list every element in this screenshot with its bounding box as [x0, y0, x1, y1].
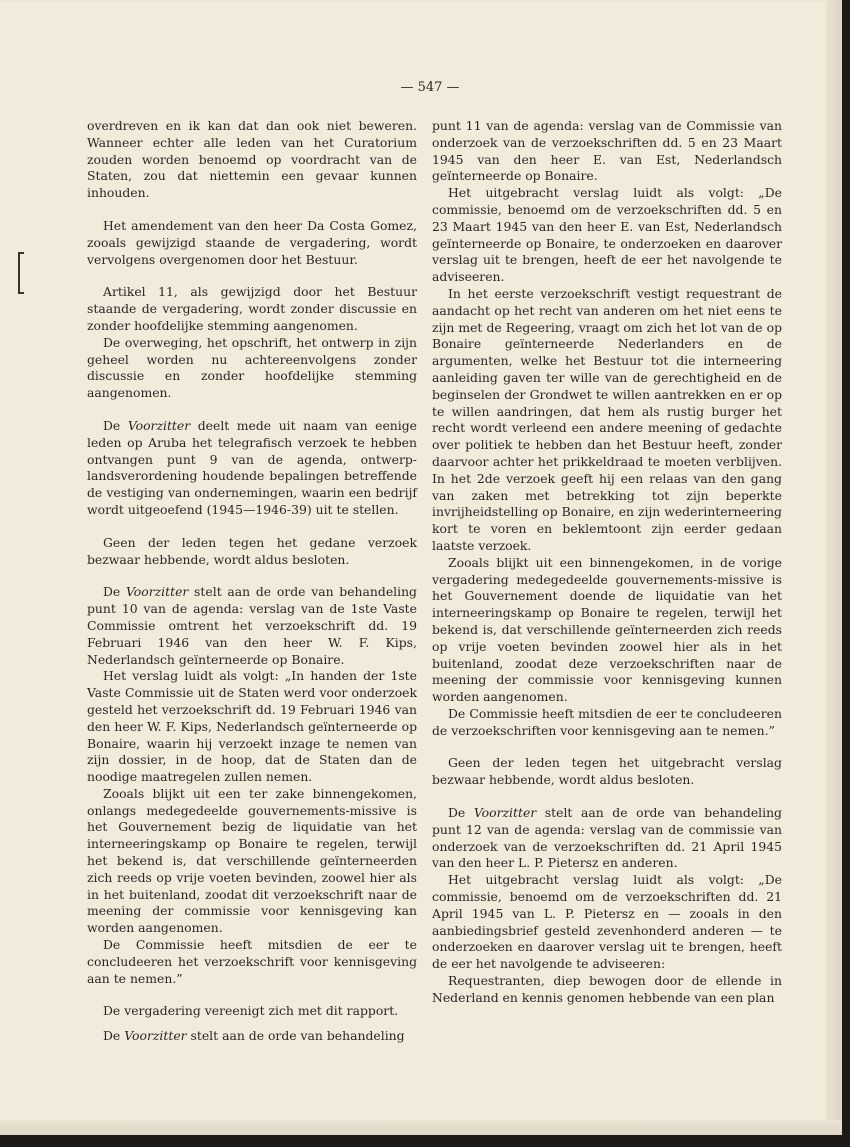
paragraph: Geen der leden tegen het gedane verzoek bezwaar hebbende, wordt aldus besloten.	[87, 534, 417, 567]
paragraph: In het eerste verzoekschrift vestigt requestrant de aandacht op het recht van anderen om het niet eens te zijn met de Regeering, vraagt om zich het lot van de op Bonaire geïnterneerde Nederlanders en de argumenten, welke het Bestuur tot die interneering aanleiding gaven ter wille van de gerechtigheid en de beginselen der Grondwet te willen aantrekken en er op te willen aandringen, dat hem als rustig burger het recht wordt verleend een andere meening of gedachte over politiek te hebben dan het Bestuur heeft, zonder daarvoor achter het prikkeldraad te moeten verblijven. In het 2de verzoek geeft hij een relaas van den gang van zaken met betrekking tot zijn beperkte invrijheidstelling op Bonaire, en zijn wederinterneering kort te voren en beklemtoont zijn eerder gedaan laatste verzoek.	[432, 285, 782, 553]
paragraph: Geen der leden tegen het uitgebracht verslag bezwaar hebbende, wordt aldus besloten.	[432, 755, 782, 788]
paragraph: De Voorzitter stelt aan de orde van behandeling punt 10 van de agenda: verslag van de 1ste Vaste Commissie omtrent het verzoekschrift dd. 19 Februari 1946 van den heer W. F. Kips, Nederlandsch geïnterneerde op Bonaire.	[87, 584, 417, 667]
paragraph: Het uitgebracht verslag luidt als volgt: „De commissie, benoemd om de verzoekschriften dd. 5 en 23 Maart 1945 van den heer E. van Est, Nederlandsch geïnterneerde op Bonaire, te onderzoeken en daarover verslag uit te brengen, heeft de eer het navolgende te adviseeren.	[432, 185, 782, 285]
margin-bracket-mark	[18, 252, 24, 294]
paragraph: punt 11 van de agenda: verslag van de Commissie van onderzoek van de verzoekschriften dd. 5 en 23 Maart 1945 van den heer E. van Est, Nederlandsch geïnterneerde op Bonaire.	[432, 118, 782, 184]
paragraph: De Commissie heeft mitsdien de eer te concludeeren het verzoekschrift voor kennisgeving aan te nemen.”	[87, 937, 417, 986]
paragraph: De Commissie heeft mitsdien de eer te concludeeren de verzoekschriften voor kennisgeving aan te nemen.”	[432, 705, 782, 738]
paragraph: Het verslag luidt als volgt: „In handen der 1ste Vaste Commissie uit de Staten werd voor onderzoek gesteld het verzoekschrift dd. 19 Februari 1946 van den heer W. F. Kips, Nederlandsch geïnterneerde op Bonaire, waarin hij verzoekt inzage te nemen van zijn dossier, in de hoop, dat de Staten dan de noodige maatregelen zullen nemen.	[87, 668, 417, 785]
paragraph: Het uitgebracht verslag luidt als volgt: „De commissie, benoemd om de verzoekschriften dd. 21 April 1945 van L. P. Pietersz en — zooals in den aanbiedingsbrief gesteld zevenhonderd anderen — te onderzoeken en daarover verslag uit te brengen, heeft de eer het navolgende te adviseeren:	[432, 872, 782, 972]
page-number: — 547 —	[400, 80, 460, 95]
paragraph: De Voorzitter stelt aan de orde van behandeling punt 12 van de agenda: verslag van de commissie van onderzoek van de verzoekschriften dd. 21 April 1945 van den heer L. P. Pietersz en anderen.	[432, 805, 782, 871]
paragraph: Zooals blijkt uit een binnengekomen, in de vorige vergadering medegedeelde gouvernements-missive is het Gouvernement doende de liquidatie van het interneeringskamp op Bonaire te regelen, terwijl het bekend is, dat verschillende geïnterneerden zich reeds op vrije voeten bevinden zoowel hier als in het buitenland, zoodat deze verzoekschriften naar de meening der commissie voor kennisgeving kunnen worden aangenomen.	[432, 554, 782, 705]
paragraph: De vergadering vereenigt zich met dit rapport.	[103, 1003, 399, 1019]
paragraph: De overweging, het opschrift, het ontwerp in zijn geheel worden nu achtereenvolgens zonder discussie en zonder hoofdelijke stemming aangenomen.	[87, 334, 417, 401]
right-column	[432, 118, 782, 1007]
paragraph: overdreven en ik kan dat dan ook niet beweren. Wanneer echter alle leden van het Curatorium zouden worden benoemd op voordracht van de Staten, zou dat niettemin een gevaar kunnen inhouden.	[87, 118, 417, 201]
page-edge-right	[826, 0, 842, 1135]
paragraph: Het amendement van den heer Da Costa Gomez, zooals gewijzigd staande de vergadering, wordt vervolgens overgenomen door het Bestuur.	[87, 217, 417, 267]
page-edge-bottom	[0, 1120, 842, 1135]
paragraph: Artikel 11, als gewijzigd door het Bestuur staande de vergadering, wordt zonder discussie en zonder hoofdelijke stemming aangenomen.	[87, 284, 417, 333]
paragraph: De Voorzitter deelt mede uit naam van eenige leden op Aruba het telegrafisch verzoek te hebben ontvangen punt 9 van de agenda, ontwerp-landsverordening houdende bepalingen betreffende de vestiging van ondernemingen, waarin een bedrijf wordt uitgeoefend (1945—1946-39) uit te stellen.	[87, 417, 417, 517]
left-column	[87, 118, 417, 1045]
paragraph: De Voorzitter stelt aan de orde van behandeling	[103, 1028, 405, 1044]
paragraph: Requestranten, diep bewogen door de ellende in Nederland en kennis genomen hebbende van een plan	[432, 973, 782, 1005]
paragraph: Zooals blijkt uit een ter zake binnengekomen, onlangs medegedeelde gouvernements-missive is het Gouvernement bezig de liquidatie van het interneeringskamp op Bonaire te regelen, terwijl het bekend is, dat verschillende geïnterneerden zich reeds op vrije voeten bevinden, zoowel hier als in het buitenland, zoodat dit verzoekschrift naar de meening der commissie voor kennisgeving kan worden aangenomen.	[87, 785, 417, 936]
